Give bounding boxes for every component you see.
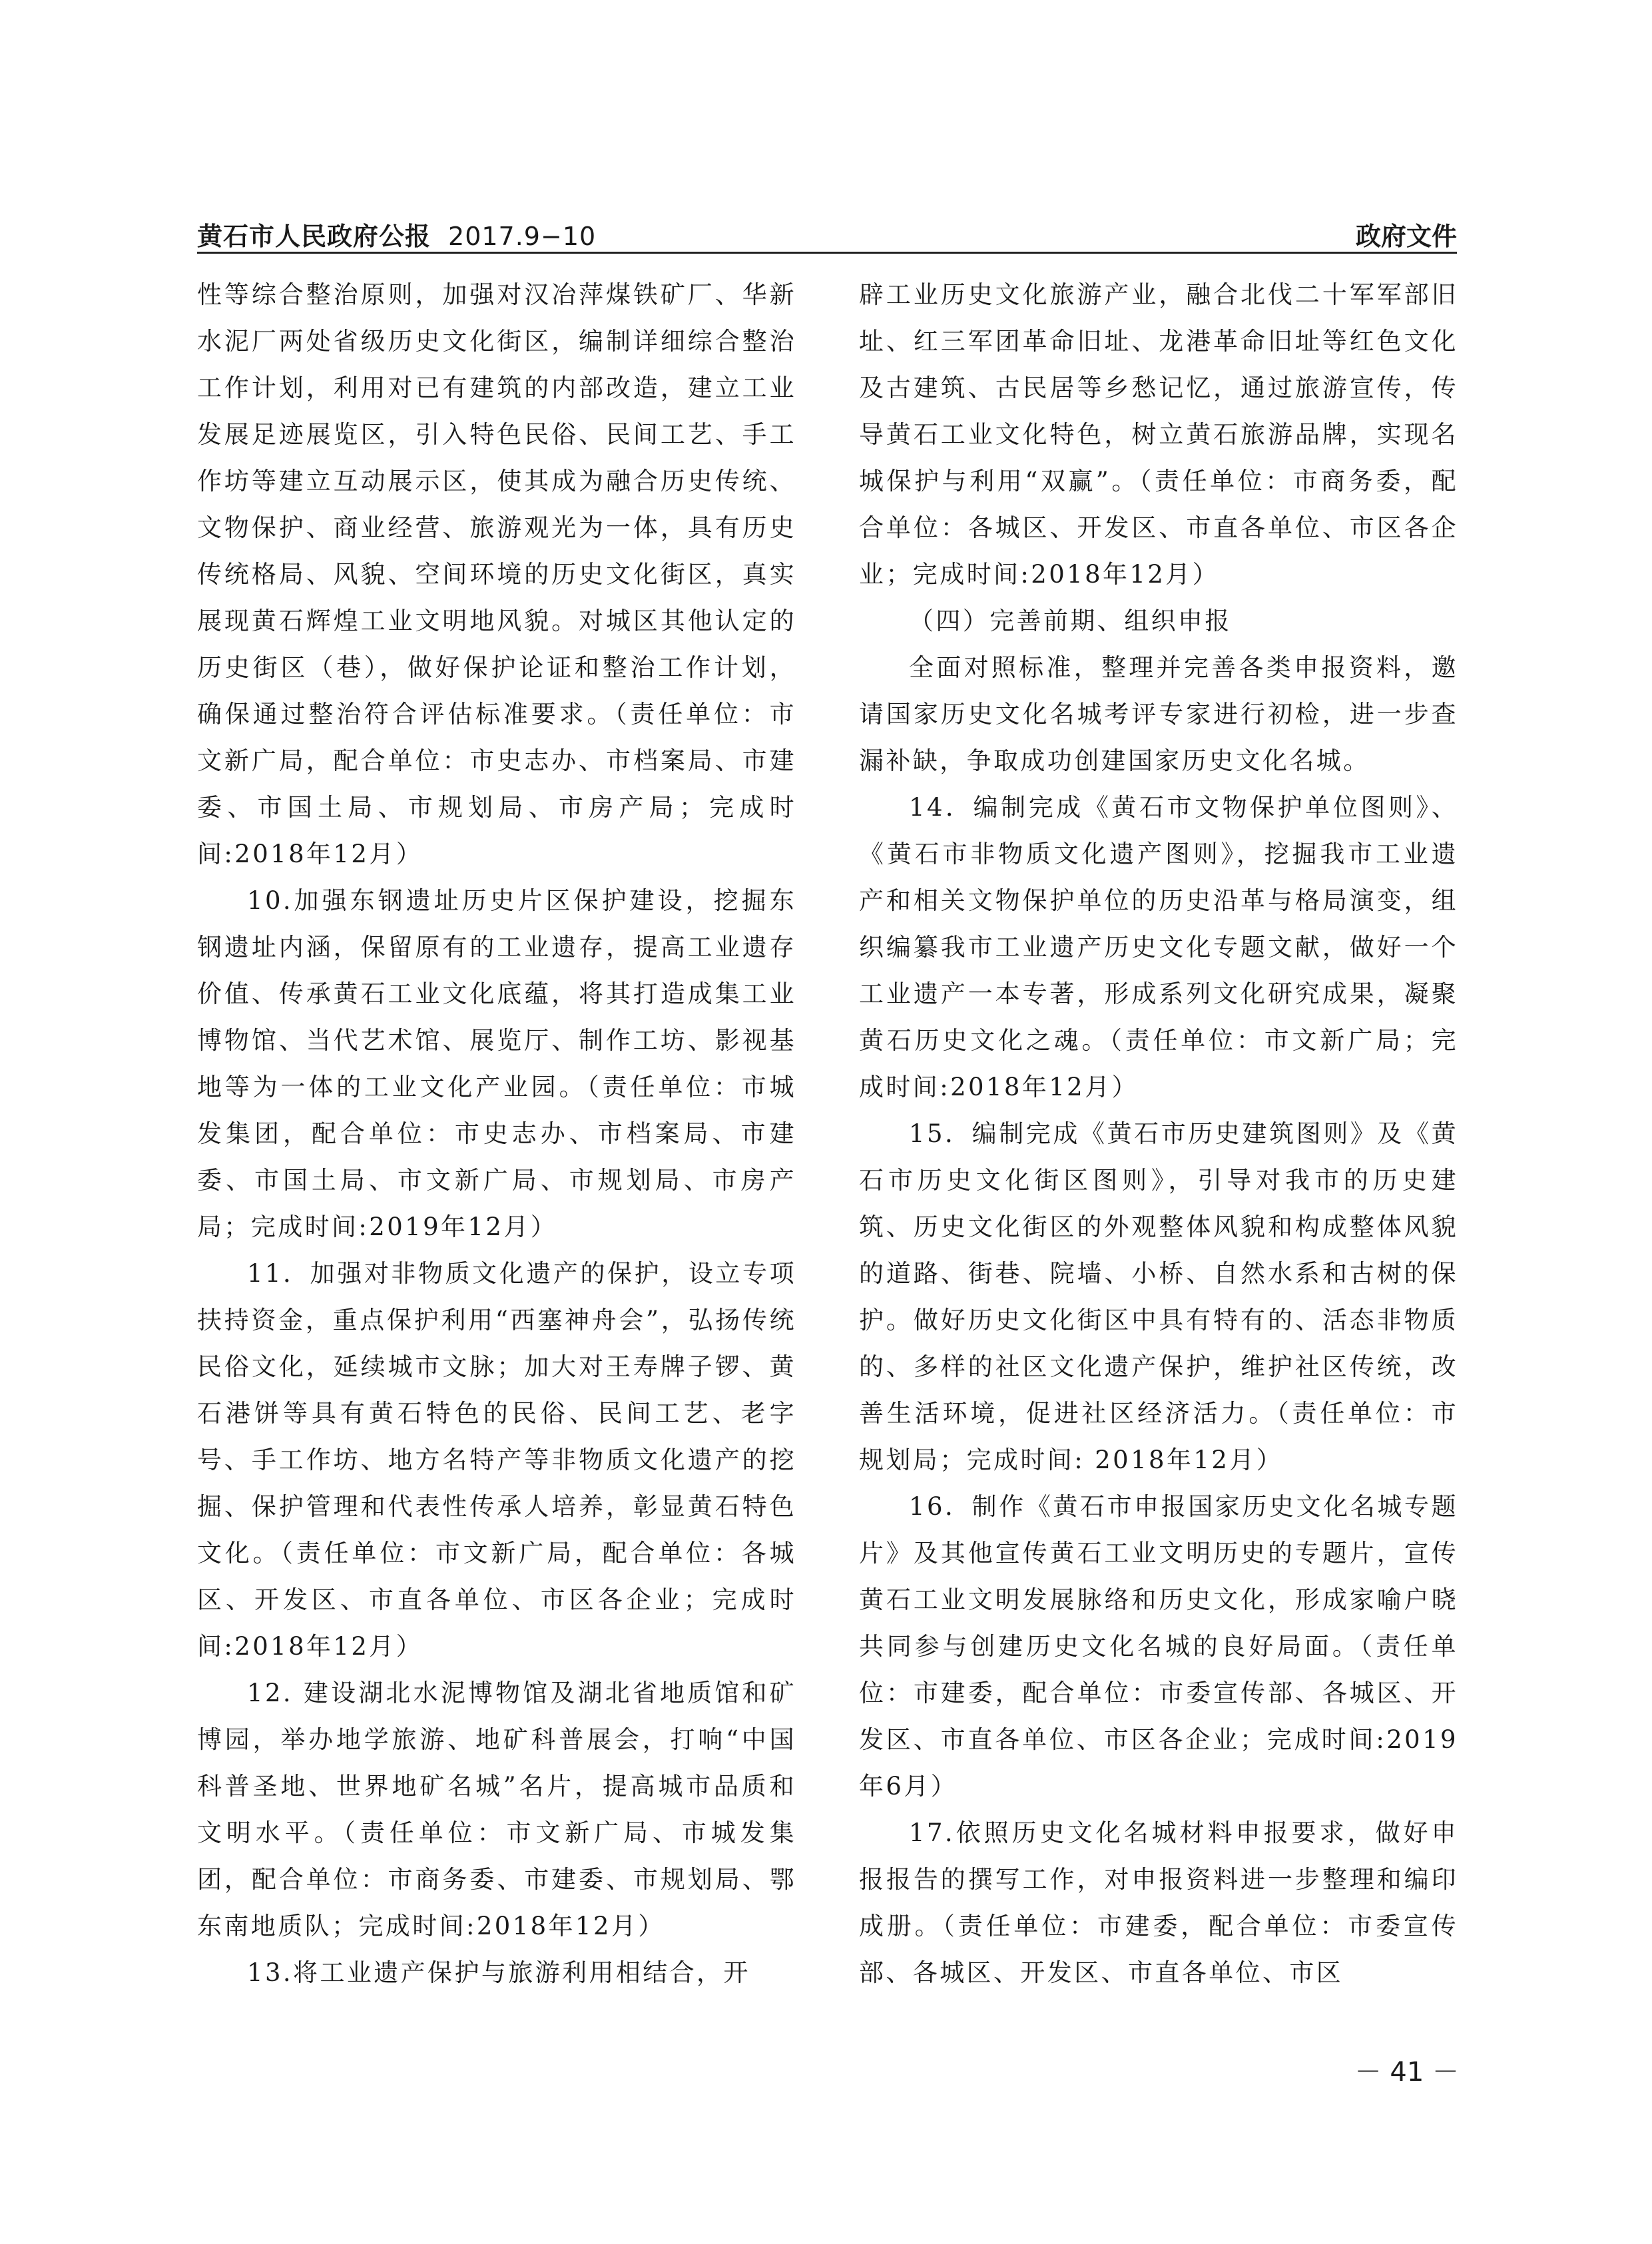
paragraph-continued: 性等综合整治原则，加强对汉冶萍煤铁矿厂、华新水泥厂两处省级历史文化街区，编制详细综合整治工作计划，利用对已有建筑的内部改造，建立工业发展足迹展览区，引入特色民俗、民间工艺、手工作坊等建立互动展示区，使其成为融合历史传统、文物保护、商业经营、旅游观光为一体，具有历史传统格局、风貌、空间环境的历史文化街区，真实展现黄石辉煌工业文明地风貌。对城区其他认定的历史街区（巷），做好保护论证和整治工作计划，确保通过整治符合评估标准要求。（责任单位：市文新广局，配合单位：市史志办、市档案局、市建委、市国土局、市规划局、市房产局；完成时间:2018年12月） bbox=[197, 280, 796, 868]
issue-number: 2017.9−10 bbox=[448, 222, 597, 251]
header-divider bbox=[197, 252, 1457, 254]
right-column bbox=[859, 272, 1458, 1996]
paragraph-item-10: 10.加强东钢遗址历史片区保护建设，挖掘东钢遗址内涵，保留原有的工业遗存，提高工业遗存价值、传承黄石工业文化底蕴，将其打造成集工业博物馆、当代艺术馆、展览厅、制作工坊、影视基地等为一体的工业文化产业园。（责任单位：市城发集团，配合单位：市史志办、市档案局、市建委、市国土局、市文新广局、市规划局、市房产局；完成时间:2019年12月） bbox=[197, 886, 796, 1241]
section-heading-4: （四）完善前期、组织申报 bbox=[909, 607, 1232, 635]
paragraph-item-16: 16．制作《黄石市申报国家历史文化名城专题片》及其他宣传黄石工业文明历史的专题片，宣传黄石工业文明发展脉络和历史文化，形成家喻户晓共同参与创建历史文化名城的良好局面。（责任单位：市建委，配合单位：市委宣传部、各城区、开发区、市直各单位、市区各企业；完成时间:2019年6月） bbox=[859, 1492, 1458, 1801]
paragraph-item-14: 14．编制完成《黄石市文物保护单位图则》、《黄石市非物质文化遗产图则》，挖掘我市工业遗产和相关文物保护单位的历史沿革与格局演变，组织编纂我市工业遗产历史文化专题文献，做好一个工业遗产一本专著，形成系列文化研究成果，凝聚黄石历史文化之魂。（责任单位：市文新广局；完成时间:2018年12月） bbox=[859, 793, 1458, 1101]
paragraph-item-12: 12. 建设湖北水泥博物馆及湖北省地质馆和矿博园，举办地学旅游、地矿科普展会，打响“中国科普圣地、世界地矿名城”名片，提高城市品质和文明水平。（责任单位：市文新广局、市城发集团，配合单位：市商务委、市建委、市规划局、鄂东南地质队；完成时间:2018年12月） bbox=[197, 1679, 796, 1940]
left-column bbox=[197, 272, 796, 1996]
page-number: － 41 － bbox=[1354, 2057, 1459, 2088]
paragraph-item-13-continued: 辟工业历史文化旅游产业，融合北伐二十军军部旧址、红三军团革命旧址、龙港革命旧址等红色文化及古建筑、古民居等乡愁记忆，通过旅游宣传，传导黄石工业文化特色，树立黄石旅游品牌，实现名城保护与利用“双赢”。（责任单位：市商务委，配合单位：各城区、开发区、市直各单位、市区各企业；完成时间:2018年12月） bbox=[859, 280, 1458, 589]
header-section: 政府文件 bbox=[1355, 222, 1457, 251]
paragraph-item-17: 17.依照历史文化名城材料申报要求，做好申报报告的撰写工作，对申报资料进一步整理和编印成册。（责任单位：市建委，配合单位：市委宣传部、各城区、开发区、市直各单位、市区 bbox=[859, 1819, 1458, 1987]
paragraph-item-13: 13.将工业遗产保护与旅游利用相结合，开 bbox=[247, 1958, 750, 1987]
header-publication bbox=[197, 216, 596, 252]
paragraph-item-11: 11．加强对非物质文化遗产的保护，设立专项扶持资金，重点保护利用“西塞神舟会”，弘扬传统民俗文化，延续城市文脉；加大对王寿牌子锣、黄石港饼等具有黄石特色的民俗、民间工艺、老字号、手工作坊、地方名特产等非物质文化遗产的挖掘、保护管理和代表性传承人培养，彰显黄石特色文化。（责任单位：市文新广局，配合单位：各城区、开发区、市直各单位、市区各企业；完成时间:2018年12月） bbox=[197, 1259, 796, 1661]
paragraph-section-intro: 全面对照标准，整理并完善各类申报资料，邀请国家历史文化名城考评专家进行初检，进一步查漏补缺，争取成功创建国家历史文化名城。 bbox=[859, 653, 1458, 775]
publication-title: 黄石市人民政府公报 bbox=[197, 222, 431, 251]
paragraph-item-15: 15．编制完成《黄石市历史建筑图则》及《黄石市历史文化街区图则》，引导对我市的历史建筑、历史文化街区的外观整体风貌和构成整体风貌的道路、街巷、院墙、小桥、自然水系和古树的保护。做好历史文化街区中具有特有的、活态非物质的、多样的社区文化遗产保护，维护社区传统，改善生活环境，促进社区经济活力。（责任单位：市规划局；完成时间: 2018年12月） bbox=[859, 1119, 1458, 1474]
